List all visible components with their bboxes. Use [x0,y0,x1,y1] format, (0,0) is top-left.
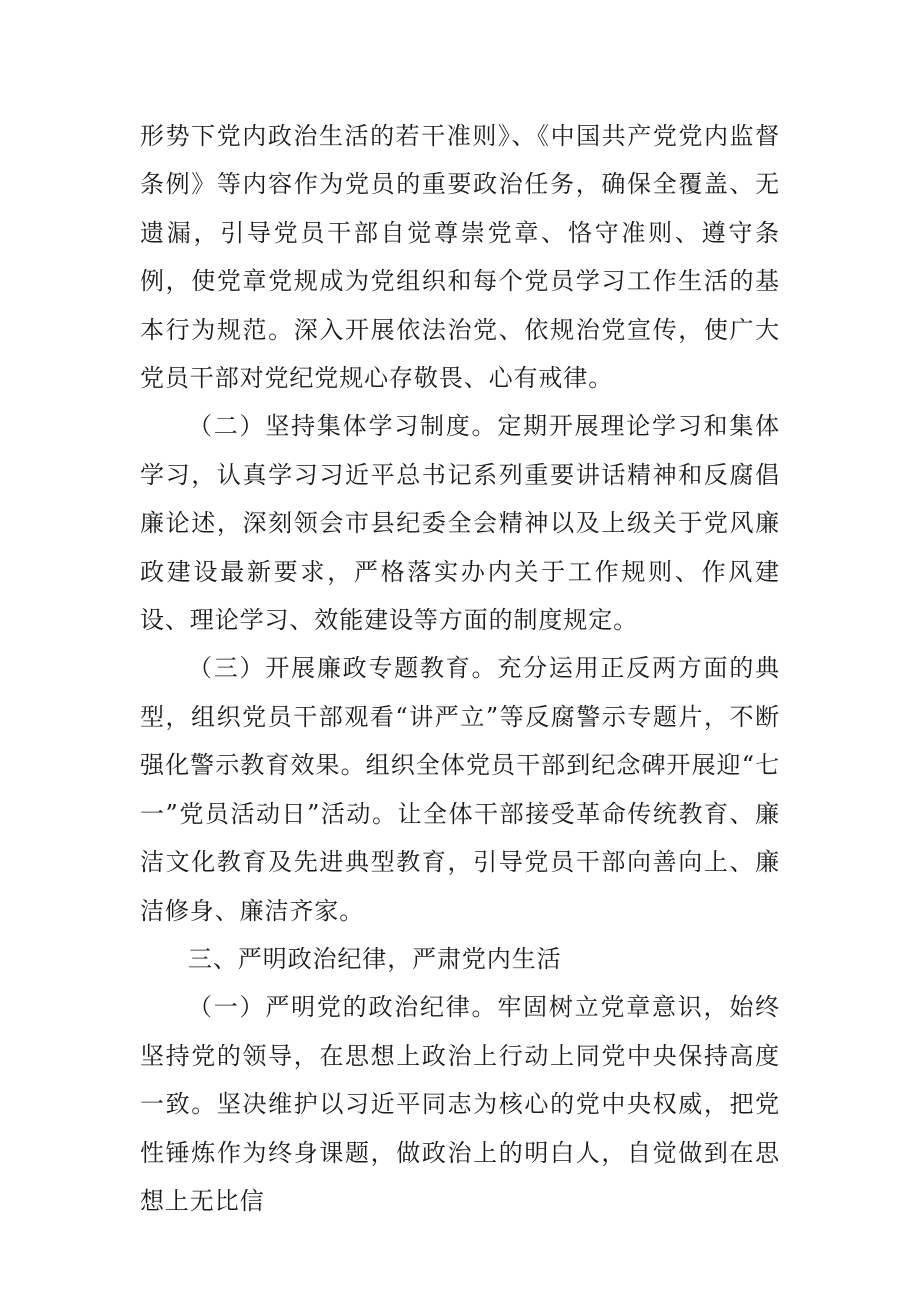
paragraph-continuation: 形势下党内政治生活的若干准则》、《中国共产党党内监督条例》等内容作为党员的重要政治任务，确保全覆盖、无遗漏，引导党员干部自觉尊崇党章、恪守准则、遵守条例，使党章党规成为党组织和每个党员学习工作生活的基本行为规范。深入开展依法治党、依规治党宣传，使广大党员干部对党纪党规心存敬畏、心有戒律。 [140,122,780,393]
paragraph-party-discipline: （一）严明党的政治纪律。牢固树立党章意识，始终坚持党的领导，在思想上政治上行动上同党中央保持高度一致。坚决维护以习近平同志为核心的党中央权威，把党性锤炼作为终身课题，做政治上的明白人，自觉做到在思想上无比信 [140,993,780,1215]
paragraph-collective-study: （二）坚持集体学习制度。定期开展理论学习和集体学习，认真学习习近平总书记系列重要讲话精神和反腐倡廉论述，深刻领会市县纪委全会精神以及上级关于党风廉政建设最新要求，严格落实办内关于工作规则、作风建设、理论学习、效能建设等方面的制度规定。 [140,412,780,635]
paragraph-integrity-education: （三）开展廉政专题教育。充分运用正反两方面的典型，组织党员干部观看“讲严立”等反腐警示专题片，不断强化警示教育效果。组织全体党员干部到纪念碑开展迎“七一”党员活动日”活动。让全体干部接受革命传统教育、廉洁文化教育及先进典型教育，引导党员干部向善向上、廉洁修身、廉洁齐家。 [140,654,780,925]
document-body [140,112,780,1225]
section-heading-political-discipline: 三、严明政治纪律，严肃党内生活 [188,944,562,973]
